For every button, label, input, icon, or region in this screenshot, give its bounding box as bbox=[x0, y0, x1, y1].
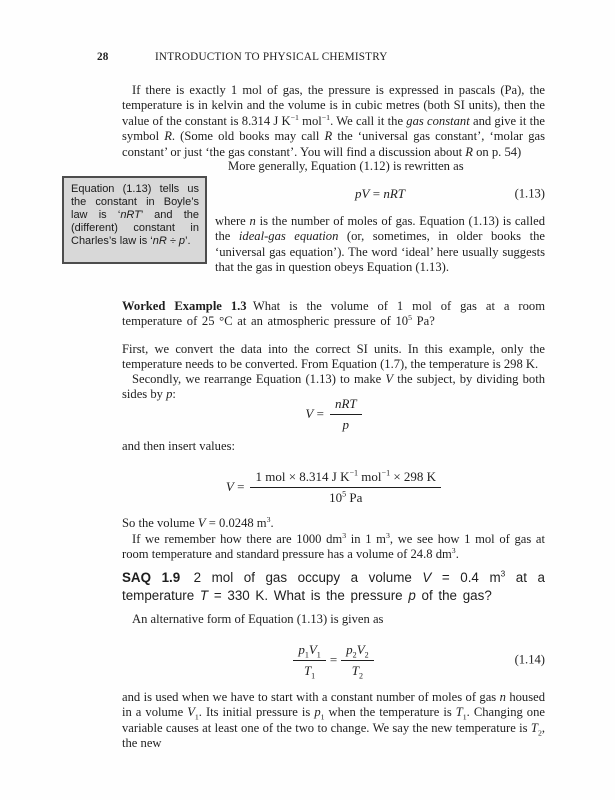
paragraph-gas-constant: If there is exactly 1 mol of gas, the pressure is expressed in pascals (Pa), the temperature is in kelvin and the volume is in cubic metres (both SI units), then the value of the constant is 8.314 J $K^{-1}$ mol$^{-1}$. We call it the gas constant and give it the symbol R. (Some old books may call R the ‘universal gas constant’, ‘molar gas constant’ or just ‘the gas constant’. You will find a discussion about R on p. 54) bbox=[122, 83, 545, 159]
fraction-denominator: p bbox=[342, 416, 350, 432]
fraction-values-denominator: $10^5$ Pa bbox=[329, 489, 363, 505]
line-alternative-form: An alternative form of Equation (1.13) is given as bbox=[132, 612, 384, 626]
paragraph-first-convert: First, we convert the data into the correct SI units. In this example, only the temperature needs to be converted. From Equation (1.7), the temperature is 298 K. bbox=[122, 342, 545, 372]
equation-1-14-number: (1.14) bbox=[514, 652, 545, 667]
equation-1-13 bbox=[215, 185, 545, 203]
fraction-p1v1-over-t1 bbox=[293, 642, 326, 679]
equation-1-14 bbox=[122, 639, 545, 681]
equation-values-lhs: V = bbox=[225, 479, 245, 494]
equation-1-13-number: (1.13) bbox=[514, 186, 545, 201]
line-more-generally: More generally, Equation (1.12) is rewritten as bbox=[228, 159, 464, 173]
fraction-2-numerator: $p_2V_2$ bbox=[341, 642, 374, 661]
line-insert-values: and then insert values: bbox=[122, 439, 235, 453]
equation-1-13-body: pV = nRT bbox=[355, 186, 405, 201]
worked-example-1-3: Worked Example 1.3 What is the volume of 1 mol of gas at a room temperature of 25 °C at an atmospheric pressure of $10^5$ Pa? bbox=[122, 299, 546, 329]
fraction-1-numerator: $p_1V_1$ bbox=[293, 642, 326, 661]
running-head-title: INTRODUCTION TO PHYSICAL CHEMISTRY bbox=[155, 51, 388, 63]
fraction-p2v2-over-t2 bbox=[341, 642, 374, 679]
fraction-values bbox=[250, 469, 441, 506]
fraction-1-denominator: $T_1$ bbox=[303, 662, 316, 681]
line-so-the-volume: So the volume V = 0.0248 $m^3$. bbox=[122, 514, 274, 530]
paragraph-ideal-gas-equation: where n is the number of moles of gas. Equation (1.13) is called the ideal-gas equation (or, sometimes, in older books the ‘universal gas equation’). The word ‘ideal’ here usually suggests that the gas in question obeys Equation (1.13). bbox=[215, 214, 545, 275]
margin-note-box bbox=[62, 176, 207, 264]
fraction-values-numerator: 1 mol × 8.314 J $K^{-1}$ mol$^{-1}$ × 298 K bbox=[250, 469, 441, 488]
saq-1-9: SAQ 1.9 2 mol of gas occupy a volume V = 0.4 $m^3$ at a temperature T = 330 K. What is the pressure p of the gas? bbox=[122, 568, 545, 603]
equation-1-14-body bbox=[289, 642, 377, 679]
page-number: 28 bbox=[97, 51, 109, 63]
equation-v-lhs: V = bbox=[305, 406, 324, 421]
equation-numeric-volume bbox=[122, 467, 545, 507]
equation-v-equals-nrt-over-p bbox=[122, 396, 545, 432]
equals-sign: = bbox=[329, 652, 338, 667]
margin-note-text: Equation (1.13) tells us the constant in Boyle’s law is ‘nRT’ and the (different) constant in Charles’s law is ‘nR ÷ p’. bbox=[71, 183, 199, 247]
paragraph-if-we-remember: If we remember how there are 1000 $dm^3$ in 1 $m^3$, we see how 1 mol of gas at room temperature and standard pressure has a volume of 24.8 $dm^3$. bbox=[122, 530, 545, 562]
paragraph-secondly-rearrange: Secondly, we rearrange Equation (1.13) to make V the subject, by dividing both sides by p: bbox=[122, 372, 546, 402]
fraction-numerator: nRT bbox=[330, 396, 362, 415]
fraction-nrt-over-p bbox=[330, 396, 362, 433]
paragraph-constant-moles: and is used when we have to start with a constant number of moles of gas n housed in a volume $V_1$. Its initial pressure is $p_1$ when the temperature is $T_1$. Changing one variable causes at least one of the two to change. We say the new temperature is $T_2$, the new bbox=[122, 690, 546, 751]
fraction-2-denominator: $T_2$ bbox=[351, 662, 364, 681]
